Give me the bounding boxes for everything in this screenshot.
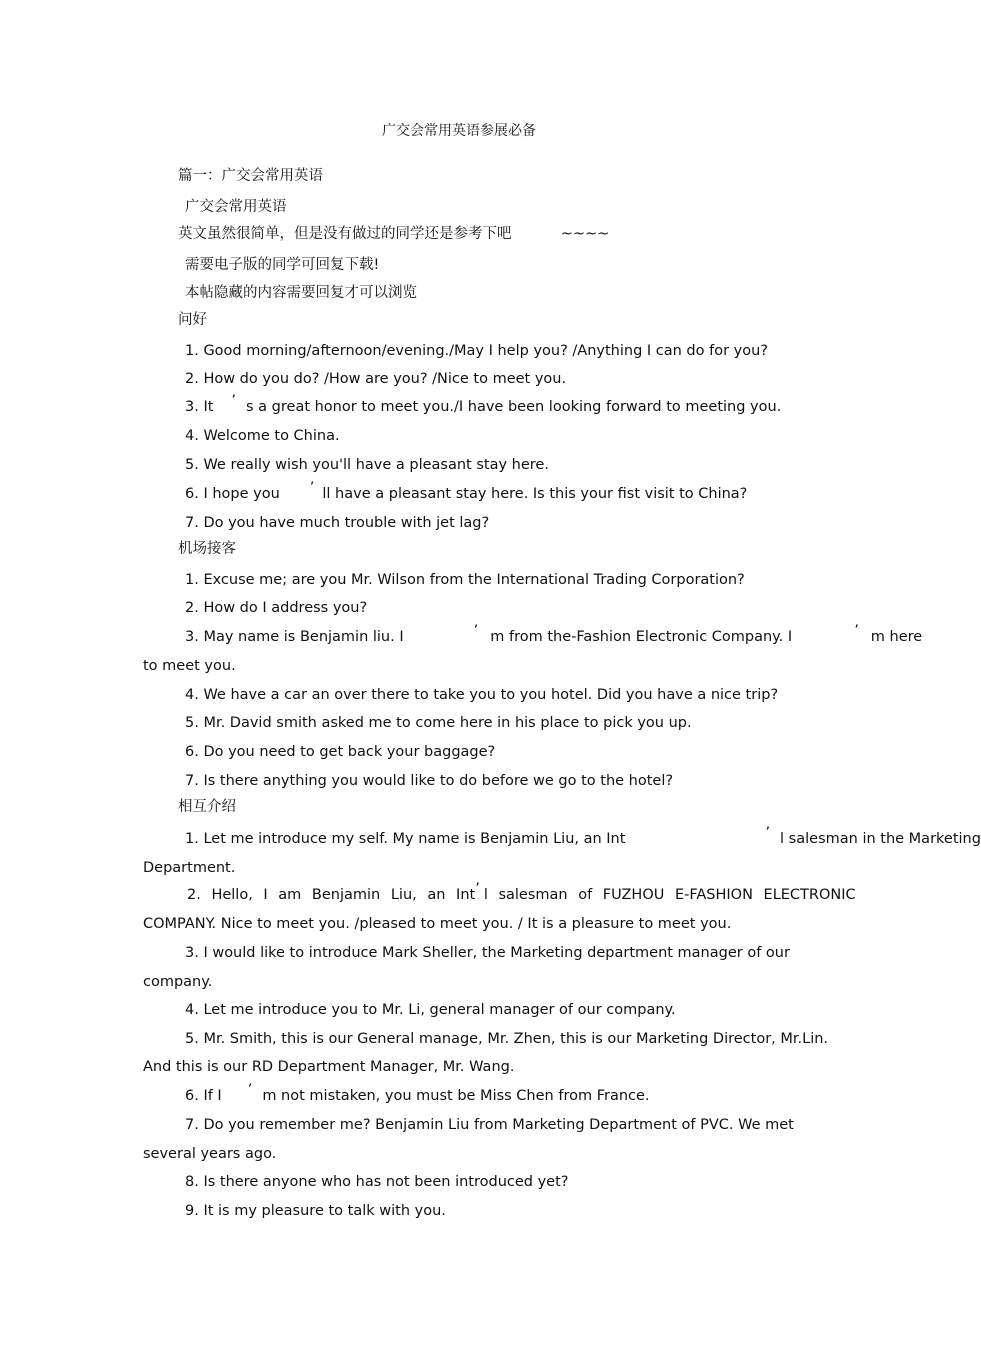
list-item: 7. Is there anything you would like to do before we go to the hotel? (185, 773, 674, 789)
list-item: 5. We really wish you'll have a pleasant stay here. (185, 457, 549, 473)
apostrophe: ’ (247, 1082, 253, 1098)
list-item-continuation: several years ago. (143, 1146, 277, 1162)
intro-note (178, 225, 609, 243)
apostrophe: ’ (475, 881, 480, 897)
list-item: 8. Is there anyone who has not been introduced yet? (185, 1174, 569, 1190)
list-item (185, 1082, 650, 1105)
list-item: 6. Do you need to get back your baggage? (185, 744, 496, 760)
list-item: 2. How do I address you? (185, 600, 368, 616)
list-item: 4. Welcome to China. (185, 428, 340, 444)
list-item: 5. Mr. Smith, this is our General manage, Mr. Zhen, this is our Marketing Director, Mr.Lin. (185, 1031, 829, 1047)
list-item-text: m not mistaken, you must be Miss Chen from France. (262, 1088, 650, 1104)
list-item-continuation: COMPANY. Nice to meet you. /pleased to meet you. / It is a pleasure to meet you. (143, 916, 732, 932)
section-heading-airport: 机场接客 (178, 541, 236, 557)
list-item: 4. We have a car an over there to take you to you hotel. Did you have a nice trip? (185, 687, 779, 703)
list-item-text: 3. May name is Benjamin liu. I (185, 629, 404, 645)
list-item-continuation: to meet you. (143, 658, 236, 674)
list-item (187, 881, 856, 904)
list-item: 1. Excuse me; are you Mr. Wilson from the International Trading Corporation? (185, 572, 745, 588)
page-title: 广交会常用英语参展必备 (382, 123, 536, 139)
apostrophe: ’ (473, 623, 479, 639)
hidden-content-note: 本帖隐藏的内容需要回复才可以浏览 (185, 285, 417, 301)
list-item (185, 623, 923, 646)
list-item: 1. Good morning/afternoon/evening./May I help you? /Anything I can do for you? (185, 343, 768, 359)
list-item-continuation: company. (143, 974, 213, 990)
list-item-text: 6. I hope you (185, 486, 280, 502)
apostrophe: ’ (309, 480, 315, 496)
list-item (185, 480, 748, 503)
apostrophe: ’ (854, 623, 859, 639)
list-item-text: ll have a pleasant stay here. Is this your fist visit to China? (322, 486, 748, 502)
list-item-text: l salesman in the Marketing (780, 831, 981, 847)
list-item-text: s a great honor to meet you./I have been looking forward to meeting you. (246, 399, 782, 415)
article-heading: 篇一：广交会常用英语 (178, 168, 323, 184)
apostrophe: ’ (765, 825, 771, 841)
section-heading-greeting: 问好 (178, 312, 207, 328)
list-item-text: l salesman of FUZHOU E-FASHION ELECTRONIC (483, 887, 856, 903)
list-item-text: m here (870, 629, 923, 645)
list-item-text: 6. If I (185, 1088, 222, 1104)
list-item: 9. It is my pleasure to talk with you. (185, 1203, 446, 1219)
subtitle: 广交会常用英语 (185, 199, 287, 215)
list-item (185, 825, 981, 848)
section-heading-introductions: 相互介绍 (178, 799, 236, 815)
download-note: 需要电子版的同学可回复下载! (185, 257, 380, 273)
list-item: 7. Do you have much trouble with jet lag? (185, 515, 490, 531)
list-item-continuation: And this is our RD Department Manager, Mr. Wang. (143, 1059, 515, 1075)
list-item: 5. Mr. David smith asked me to come here in his place to pick you up. (185, 715, 692, 731)
list-item-continuation: Department. (143, 860, 236, 876)
list-item-text: 1. Let me introduce my self. My name is Benjamin Liu, an Int (185, 831, 626, 847)
tilde-marks: ~~~~ (560, 226, 610, 242)
list-item-text: 3. It (185, 399, 214, 415)
list-item: 2. How do you do? /How are you? /Nice to meet you. (185, 371, 567, 387)
list-item-text: m from the-Fashion Electronic Company. I (490, 629, 793, 645)
list-item: 7. Do you remember me? Benjamin Liu from Marketing Department of PVC. We met (185, 1117, 794, 1133)
list-item: 4. Let me introduce you to Mr. Li, general manager of our company. (185, 1002, 676, 1018)
list-item: 3. I would like to introduce Mark Sheller, the Marketing department manager of our (185, 945, 790, 961)
apostrophe: ’ (231, 393, 237, 409)
list-item-text: 2. Hello, I am Benjamin Liu, an Int (187, 887, 476, 903)
list-item (185, 393, 782, 416)
intro-note-text: 英文虽然很简单，但是没有做过的同学还是参考下吧 (178, 226, 512, 242)
